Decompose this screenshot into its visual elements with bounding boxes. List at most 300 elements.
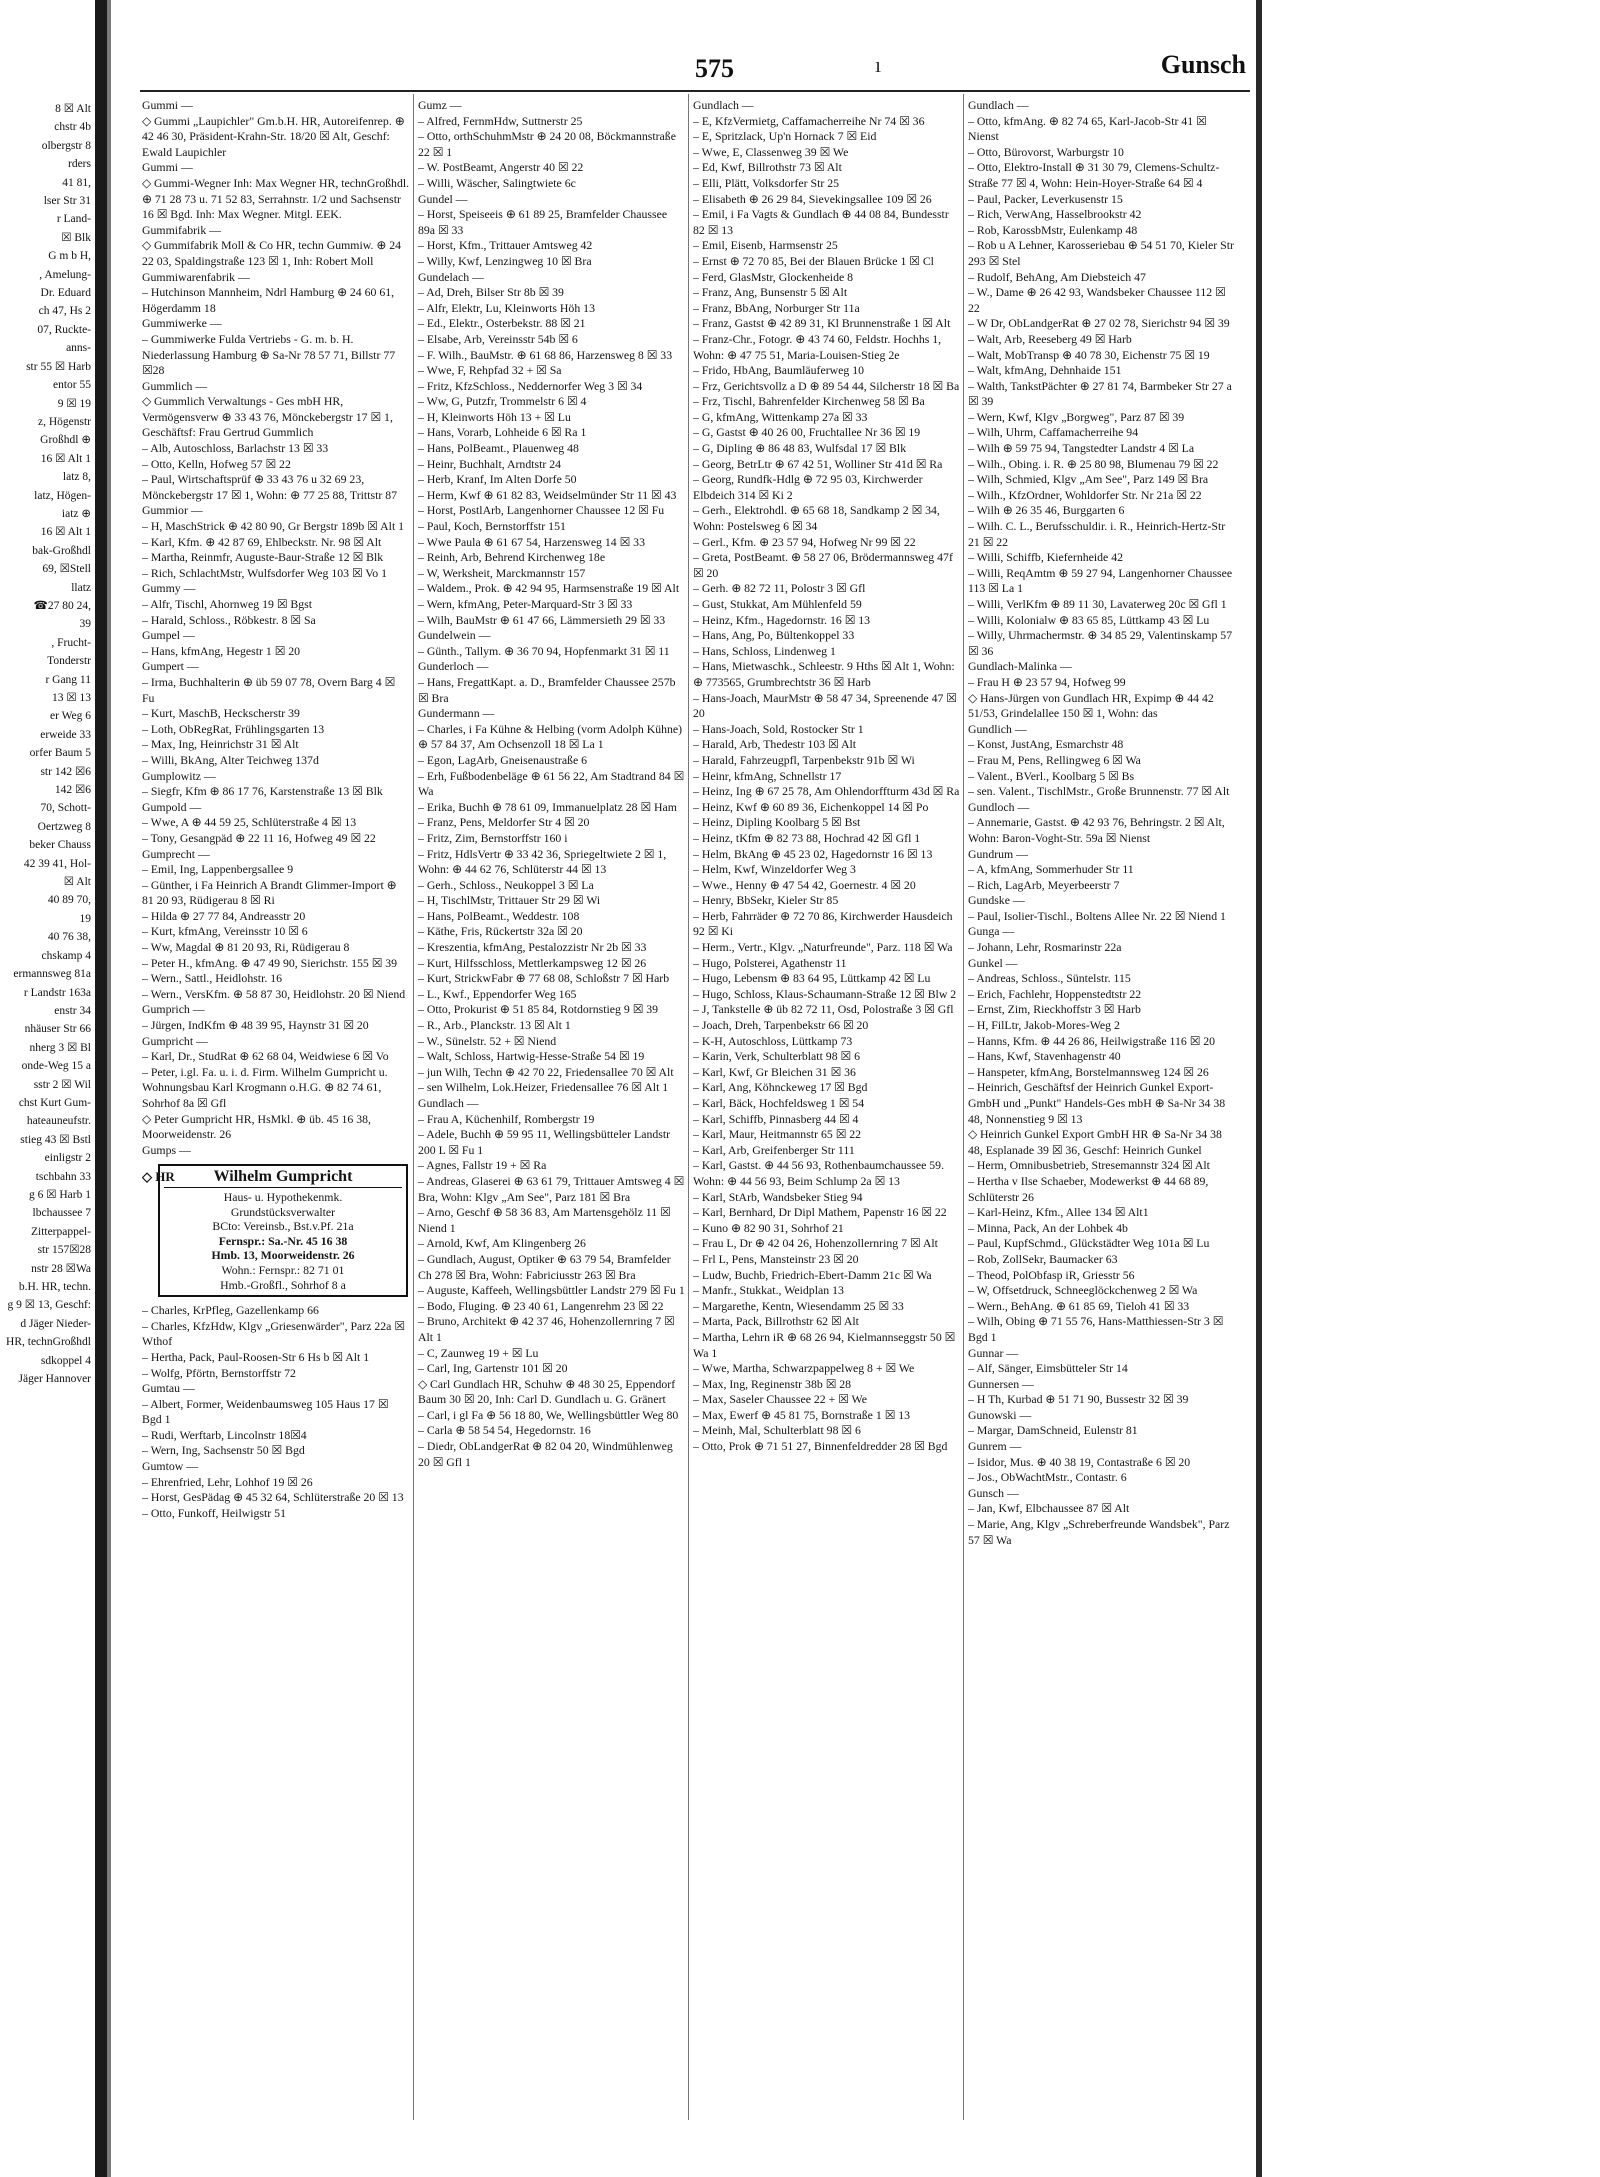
directory-entry: – Wwe., Henny ⊕ 47 54 42, Goernestr. 4 ☒ 20 [693, 877, 916, 892]
directory-entry: – Herb, Fahrräder ⊕ 72 70 86, Kirchwerder Hausdeich 92 ☒ Ki [693, 908, 953, 939]
directory-entry: – Hans, Kwf, Stavenhagenstr 40 [968, 1049, 1121, 1064]
directory-entry: – Hugo, Schloss, Klaus-Schaumann-Straße 12 ☒ Blw 2 [693, 986, 957, 1001]
directory-entry: – Hans, kfmAng, Hegestr 1 ☒ 20 [142, 643, 301, 658]
directory-entry: Gummy — [142, 581, 196, 596]
directory-entry: – Heinr, Buchhalt, Arndtstr 24 [418, 456, 562, 471]
directory-entry: – Max, Ing, Heinrichstr 31 ☒ Alt [142, 737, 299, 752]
directory-entry: – Wilh. C. L., Berufsschuldir. i. R., Heinrich-Hertz-Str 21 ☒ 22 [968, 519, 1226, 549]
page-number: 575 [695, 54, 734, 83]
directory-entry: – Charles, i Fa Kühne & Helbing (vorm Adolph Kühne) ⊕ 57 84 37, Am Ochsenzoll 18 ☒ La 1 [418, 721, 683, 752]
prev-page-fragment: ☒ Alt [63, 876, 91, 889]
directory-entry: – Jan, Kwf, Elbchaussee 87 ☒ Alt [968, 1501, 1130, 1516]
directory-entry: – F. Wilh., BauMstr. ⊕ 61 68 86, Harzensweg 8 ☒ 33 [418, 347, 673, 362]
prev-page-fragment: hateauneufstr. [26, 1115, 91, 1128]
column-1 [142, 98, 410, 2118]
directory-entry: – Hans, Mietwaschk., Schleestr. 9 Hths ☒ Alt 1, Wohn: ⊕ 773565, Grumbrechtstr 36 ☒ Harb [693, 659, 955, 689]
directory-entry: – Wilh, Uhrm, Caffamacherreihe 94 [968, 425, 1139, 440]
directory-entry: – Gerh. ⊕ 82 72 11, Polostr 3 ☒ Gfl [693, 581, 866, 596]
directory-entry: – Arno, Geschf ⊕ 58 36 83, Am Martensgehölz 11 ☒ Niend 1 [418, 1205, 671, 1235]
prev-page-fragment: erweide 33 [40, 728, 91, 741]
directory-entry: Gumprecht — [142, 846, 210, 861]
directory-entry: Gundelach — [418, 269, 484, 284]
directory-entry: – Otto, Bürovorst, Warburgstr 10 [968, 144, 1124, 159]
prev-page-fragment: iatz ⊕ [61, 507, 91, 520]
directory-entry: – Otto, Prokurist ⊕ 51 85 84, Rotdornstieg 9 ☒ 39 [418, 1002, 659, 1017]
directory-entry: ◇ Gummifabrik Moll & Co HR, techn Gummiw. ⊕ 24 22 03, Spaldingstraße 123 ☒ 1, Inh: Robert Moll [142, 238, 402, 268]
directory-entry: – Martha, Reinmfr, Auguste-Baur-Straße 12 ☒ Blk [142, 550, 384, 565]
prev-page-fragment: ☒ Blk [61, 231, 91, 244]
directory-entry: – Karl, Dr., StudRat ⊕ 62 68 04, Weidwiese 6 ☒ Vo [142, 1049, 389, 1064]
directory-entry: – H, Kleinworts Höh 13 + ☒ Lu [418, 409, 571, 424]
directory-entry: – Kuno ⊕ 82 90 31, Sohrhof 21 [693, 1220, 844, 1235]
directory-entry: – Frz, Gerichtsvollz a D ⊕ 89 54 44, Silcherstr 18 ☒ Ba [693, 378, 960, 393]
directory-entry: – Wern., VersKfm. ⊕ 58 87 30, Heidlohstr. 20 ☒ Niend [142, 986, 406, 1001]
directory-entry: – Max, Ing, Reginenstr 38b ☒ 28 [693, 1376, 852, 1391]
directory-entry: – Kurt, MaschB, Heckscherstr 39 [142, 706, 300, 721]
directory-entry: – Rob u A Lehner, Karosseriebau ⊕ 54 51 70, Kieler Str 293 ☒ Stel [968, 238, 1234, 268]
directory-entry: ◇ Gummlich Verwaltungs - Ges mbH HR, Vermögensverw ⊕ 33 43 76, Mönckebergstr 17 ☒ 1, Geschäftsf: Frau Gertrud Gummlich [142, 394, 393, 440]
prev-page-fragment: 142 ☒6 [54, 784, 91, 797]
directory-entry: – Gummiwerke Fulda Vertriebs - G. m. b. H. Niederlassung Hamburg ⊕ Sa-Nr 78 57 71, Billstr 77 ☒28 [142, 331, 396, 378]
directory-entry: – Diedr, ObLandgerRat ⊕ 82 04 20, Windmühlenweg 20 ☒ Gfl 1 [418, 1439, 673, 1469]
prev-page-fragment: onde-Weg 15 a [21, 1060, 91, 1073]
directory-entry: – Willi, Schiffb, Kiefernheide 42 [968, 550, 1124, 565]
prev-page-fragment: r Land- [56, 213, 91, 226]
directory-entry: – C, Zaunweg 19 + ☒ Lu [418, 1345, 539, 1360]
directory-entry: Gundlach — [968, 98, 1029, 112]
directory-entry: – Herm., Vertr., Klgv. „Naturfreunde", Parz. 118 ☒ Wa [693, 940, 953, 955]
directory-entry: Gummifabrik — [142, 222, 221, 237]
directory-entry: – Theod, PolObfasp iR, Griesstr 56 [968, 1267, 1135, 1282]
directory-entry: – Herb, Kranf, Im Alten Dorfe 50 [418, 472, 577, 487]
prev-page-fragment: sstr 2 ☒ Wil [33, 1078, 91, 1091]
directory-entry: – Karl, Arb, Greifenberger Str 111 [693, 1142, 855, 1157]
directory-entry: Gummi — [142, 160, 193, 175]
directory-entry: – Frau A, Küchenhilf, Rombergstr 19 [418, 1111, 595, 1126]
directory-entry: – Karl, Schiffb, Pinnasberg 44 ☒ 4 [693, 1111, 859, 1126]
directory-entry: – Ww, Magdal ⊕ 81 20 93, Ri, Rüdigerau 8 [142, 940, 350, 955]
directory-entry: – Walt, kfmAng, Dehnhaide 151 [968, 363, 1122, 378]
directory-entry: – A, kfmAng, Sommerhuder Str 11 [968, 862, 1134, 877]
directory-entry: – Harald, Arb, Thedestr 103 ☒ Alt [693, 737, 857, 752]
directory-entry: – Manfr., Stukkat., Weidplan 13 [693, 1283, 844, 1298]
directory-entry: Gundlach — [693, 98, 754, 112]
directory-entry: Gummlich — [142, 378, 208, 393]
directory-entry: – Gerh., Schloss., Neukoppel 3 ☒ La [418, 877, 594, 892]
directory-entry: – Kurt, Hilfsschloss, Mettlerkampsweg 12 ☒ 26 [418, 955, 647, 970]
directory-entry: – Hans, Schloss, Lindenweg 1 [693, 643, 836, 658]
directory-entry: – Otto, Elektro-Install ⊕ 31 30 79, Clemens-Schultz-Straße 77 ☒ 4, Wohn: Hein-Hoyer-Straße 64 ☒ 4 [968, 160, 1220, 190]
directory-entry: – W, Offsetdruck, Schneeglöckchenweg 2 ☒ Wa [968, 1283, 1198, 1298]
directory-entry: – Wern., BehAng. ⊕ 61 85 69, Tieloh 41 ☒ 33 [968, 1298, 1190, 1313]
directory-entry: – Valent., BVerl., Koolbarg 5 ☒ Bs [968, 768, 1135, 783]
prev-page-fragment: 70, Schott- [40, 802, 91, 815]
directory-entry: Gumtau — [142, 1381, 195, 1396]
directory-entry: – Harald, Fahrzeugpfl, Tarpenbekstr 91b ☒ Wi [693, 752, 915, 767]
prev-page-fragment: 40 89 70, [47, 894, 91, 907]
column-4 [968, 98, 1236, 2118]
directory-entry: – Willi, BkAng, Alter Teichweg 137d [142, 752, 319, 767]
scan-margin [1262, 0, 1600, 2177]
directory-entry: – Karl, Kfm. ⊕ 42 87 69, Ehlbeckstr. Nr. 98 ☒ Alt [142, 534, 382, 549]
directory-entry: – Franz, Pens, Meldorfer Str 4 ☒ 20 [418, 815, 590, 830]
prev-page-fragment: 19 [79, 912, 91, 925]
directory-entry: – Rich, VerwAng, Hasselbrookstr 42 [968, 207, 1142, 222]
directory-entry: – Irma, Buchhalterin ⊕ üb 59 07 78, Overn Barg 4 ☒ Fu [142, 674, 396, 705]
directory-entry: – Erich, Fachlehr, Hoppenstedtstr 22 [968, 986, 1142, 1001]
directory-entry: – Rob, ZollSekr, Baumacker 63 [968, 1251, 1118, 1266]
page-header [140, 48, 1250, 88]
directory-entry: – G, Dipling ⊕ 86 48 83, Wulfsdal 17 ☒ Blk [693, 441, 907, 456]
directory-entry: – Waldem., Prok. ⊕ 42 94 95, Harmsenstraße 19 ☒ Alt [418, 581, 680, 596]
directory-entry: – Meinh, Mal, Schulterblatt 98 ☒ 6 [693, 1423, 861, 1438]
directory-entry: – Rich, SchlachtMstr, Wulfsdorfer Weg 103 ☒ Vo 1 [142, 565, 388, 580]
prev-page-fragment: Tonderstr [47, 655, 91, 668]
directory-entry: Gumprich — [142, 1002, 205, 1017]
previous-page-strip [0, 100, 95, 2120]
prev-page-fragment: entor 55 [52, 379, 91, 392]
prev-page-fragment: 39 [79, 618, 91, 631]
directory-entry: Gundermann — [418, 706, 495, 721]
directory-entry: Gunsch — [968, 1485, 1019, 1500]
column-3 [693, 98, 961, 2118]
directory-entry: – Reinh, Arb, Behrend Kirchenweg 18e [418, 550, 606, 565]
directory-entry: – Horst, PostlArb, Langenhorner Chaussee 12 ☒ Fu [418, 503, 665, 518]
directory-entry: – Wern, Kwf, Klgv „Borgweg", Parz 87 ☒ 39 [968, 409, 1185, 424]
directory-entry: – sen Wilhelm, Lok.Heizer, Friedensallee 76 ☒ Alt 1 [418, 1080, 669, 1095]
directory-entry: – Konst, JustAng, Esmarchstr 48 [968, 737, 1124, 752]
ad-line: BCto: Vereinsb., Bst.v.Pf. 21a [212, 1219, 354, 1234]
prev-page-fragment: , Amelung- [39, 268, 91, 281]
directory-entry: – H, TischlMstr, Trittauer Str 29 ☒ Wi [418, 893, 601, 908]
directory-entry: ◇ Carl Gundlach HR, Schuhw ⊕ 48 30 25, Eppendorf Baum 30 ☒ 20, Inh: Carl D. Gundlach u. G. Gränert [418, 1376, 676, 1407]
directory-entry: – Hanspeter, kfmAng, Borstelmannsweg 124 ☒ 26 [968, 1064, 1209, 1079]
directory-entry: – Minna, Pack, An der Lohbek 4b [968, 1220, 1128, 1235]
directory-entry: – sen. Valent., TischlMstr., Große Brunnenstr. 77 ☒ Alt [968, 784, 1230, 799]
directory-entry: – Rob, KarossbMstr, Eulenkamp 48 [968, 222, 1138, 237]
directory-entry: – Hans-Joach, Sold, Rostocker Str 1 [693, 721, 864, 736]
directory-entry: – Hans, Ang, Po, Bültenkoppel 33 [693, 628, 855, 643]
directory-entry: – Wwe, A ⊕ 44 59 25, Schlüterstraße 4 ☒ 13 [142, 815, 357, 830]
directory-entry: Gundlich — [968, 721, 1027, 736]
directory-entry: – Karl, Maur, Heitmannstr 65 ☒ 22 [693, 1127, 862, 1142]
directory-entry: Gummiwerke — [142, 316, 222, 331]
directory-entry: – Fritz, Zim, Bernstorffstr 160 i [418, 830, 568, 845]
directory-entry: – Charles, KrPfleg, Gazellenkamp 66 [142, 1303, 319, 1318]
prev-page-fragment: llatz [71, 581, 91, 594]
directory-entry: – Siegfr, Kfm ⊕ 86 17 76, Karstenstraße 13 ☒ Blk [142, 784, 383, 799]
directory-entry: – W, Werksheit, Marckmannstr 157 [418, 565, 586, 580]
directory-entry: Gunnersen — [968, 1376, 1034, 1391]
prev-page-fragment: str 55 ☒ Harb [26, 360, 91, 373]
ad-line: Wohn.: Fernspr.: 82 71 01 [221, 1262, 345, 1277]
prev-page-fragment: tschbahn 33 [35, 1170, 91, 1183]
directory-entry: – G, Gastst ⊕ 40 26 00, Fruchtallee Nr 36 ☒ 19 [693, 425, 921, 440]
directory-entry: – H, MaschStrick ⊕ 42 80 90, Gr Bergstr 189b ☒ Alt 1 [142, 519, 405, 534]
directory-entry: – Willy, Kwf, Lenzingweg 10 ☒ Bra [418, 253, 592, 268]
directory-entry: – Hugo, Lebensm ⊕ 83 64 95, Lüttkamp 42 ☒ Lu [693, 971, 931, 986]
directory-entry: – Alb, Autoschloss, Barlachstr 13 ☒ 33 [142, 441, 329, 456]
directory-entry: – Walth, TankstPächter ⊕ 27 81 74, Barmbeker Str 27 a ☒ 39 [968, 378, 1232, 409]
directory-entry: – Hertha, Pack, Paul-Roosen-Str 6 Hs b ☒ Alt 1 [142, 1349, 370, 1364]
directory-entry: – Heinz, Kfm., Hagedornstr. 16 ☒ 13 [693, 612, 871, 627]
directory-entry: – Ehrenfried, Lehr, Lohhof 19 ☒ 26 [142, 1474, 313, 1489]
directory-entry: – Ludw, Buchb, Friedrich-Ebert-Damm 21c ☒ Wa [693, 1267, 932, 1282]
directory-entry: – Karl, Bernhard, Dr Dipl Mathem, Papenstr 16 ☒ 22 [693, 1205, 947, 1220]
directory-entry: Gumtow — [142, 1459, 199, 1474]
directory-entry: – Franz, BbAng, Norburger Str 11a [693, 300, 860, 315]
prev-page-fragment: orfer Baum 5 [29, 747, 91, 760]
directory-entry: – L., Kwf., Eppendorfer Weg 165 [418, 986, 577, 1001]
directory-entry: – Willi, VerlKfm ⊕ 89 11 30, Lavaterweg 20c ☒ Gfl 1 [968, 597, 1227, 611]
directory-entry: – Wilh ⊕ 59 75 94, Tangstedter Landstr 4 ☒ La [968, 441, 1195, 456]
directory-entry: – Franz, Gastst ⊕ 42 89 31, Kl Brunnenstraße 1 ☒ Alt [693, 316, 951, 331]
directory-entry: Gumpold — [142, 799, 202, 814]
ad-line: Grundstücksverwalter [230, 1204, 336, 1219]
prev-page-fragment: latz, Högen- [34, 489, 91, 502]
directory-entry: – Andreas, Glaserei ⊕ 63 61 79, Trittauer Amtsweg 4 ☒ Bra, Wohn: Klgv „Am See", Parz 181 ☒ Bra [418, 1173, 685, 1204]
directory-entry: – Wern., Sattl., Heidlohstr. 16 [142, 971, 283, 986]
prev-page-fragment: Jäger Hannover [18, 1373, 91, 1386]
directory-entry: Gundloch — [968, 799, 1030, 814]
directory-entry: – Elisabeth ⊕ 26 29 84, Sievekingsallee 109 ☒ 26 [693, 191, 932, 206]
directory-entry: – Paul, Koch, Bernstorffstr 151 [418, 519, 566, 534]
directory-entry: Gumpricht — [142, 1033, 208, 1048]
directory-entry: – Egon, LagArb, Gneisenaustraße 6 [418, 752, 588, 767]
directory-entry: Gundel — [418, 191, 468, 206]
directory-entry: – Margar, DamSchneid, Eulenstr 81 [968, 1423, 1138, 1438]
directory-entry: ◇ Gummi-Wegner Inh: Max Wegner HR, technGroßhdl. ⊕ 71 28 73 u. 71 52 83, Serrahnstr. 1/2 und Sachsenstr 16 ☒ Bgd. Inh: Max Wegner. Mitgl. EEK. [142, 175, 410, 222]
directory-entry: Gumplowitz — [142, 768, 216, 783]
directory-entry: – Otto, orthSchuhmMstr ⊕ 24 20 08, Böckmannstraße 22 ☒ 1 [418, 129, 676, 159]
prev-page-fragment: Zitterpappel- [30, 1225, 91, 1238]
directory-entry: Gummior — [142, 503, 203, 518]
directory-entry: – Karl-Heinz, Kfm., Allee 134 ☒ Alt1 [968, 1205, 1149, 1220]
column-rule [963, 94, 964, 2120]
directory-entry: – Alfr, Elektr, Lu, Kleinworts Höh 13 [418, 300, 595, 315]
directory-entry: – Tony, Gesangpäd ⊕ 22 11 16, Hofweg 49 ☒ 22 [142, 830, 376, 845]
directory-entry: – Erika, Buchh ⊕ 78 61 09, Immanuelplatz 28 ☒ Ham [418, 799, 677, 814]
directory-entry: – Kreszentia, kfmAng, Pestalozzistr Nr 2b ☒ 33 [418, 940, 647, 955]
directory-entry: – K-H, Autoschloss, Lüttkamp 73 [693, 1033, 853, 1048]
directory-entry: – Heinz, Ing ⊕ 67 25 78, Am Ohlendorffturm 43d ☒ Ra [693, 784, 960, 799]
prev-page-fragment: stieg 43 ☒ Bstl [20, 1133, 91, 1146]
directory-entry: – Alfr, Tischl, Ahornweg 19 ☒ Bgst [142, 597, 313, 611]
directory-entry: – Ferd, GlasMstr, Glockenheide 8 [693, 269, 854, 284]
directory-entry: Gunga — [968, 924, 1015, 939]
directory-entry: – Georg, BetrLtr ⊕ 67 42 51, Wolliner Str 41d ☒ Ra [693, 456, 943, 471]
prev-page-fragment: g 6 ☒ Harb 1 [28, 1188, 91, 1201]
directory-entry: – Otto, Kelln, Hofweg 57 ☒ 22 [142, 456, 291, 471]
prev-page-fragment: ch 47, Hs 2 [38, 305, 91, 318]
directory-entry: – Elli, Plätt, Volksdorfer Str 25 [693, 175, 840, 190]
prev-page-fragment: rders [68, 158, 91, 171]
prev-page-fragment: g 9 ☒ 13, Geschf: [7, 1299, 91, 1312]
header-rule [140, 90, 1250, 92]
column-rule [688, 94, 689, 2120]
directory-entry: – Max, Ewerf ⊕ 45 81 75, Bornstraße 1 ☒ 13 [693, 1407, 911, 1422]
prev-page-fragment: 41 81, [62, 176, 91, 189]
directory-entry: – W., Sünelstr. 52 + ☒ Niend [418, 1033, 557, 1048]
directory-entry: – Hertha v Ilse Schaeber, Modewerkst ⊕ 44 68 89, Schlüterstr 26 [968, 1173, 1209, 1204]
directory-entry: Gumps — [142, 1142, 191, 1157]
header-mark: ı [875, 52, 882, 77]
directory-entry: – Fritz, HdlsVertr ⊕ 33 42 36, Spriegeltwiete 2 ☒ 1, Wohn: ⊕ 44 62 76, Schlüterstr 44 ☒ 13 [418, 846, 667, 877]
directory-entry: – Franz, Ang, Bunsenstr 5 ☒ Alt [693, 285, 848, 300]
directory-entry: – Hans, PolBeamt., Plauenweg 48 [418, 441, 579, 456]
prev-page-fragment: lser Str 31 [43, 195, 91, 208]
directory-entry: – Wwe, F, Rehpfad 32 + ☒ Sa [418, 363, 562, 378]
prev-page-fragment: z, Högenstr [37, 415, 91, 428]
directory-entry: ◇ Gummi „Laupichler" Gm.b.H. HR, Autoreifenrep. ⊕ 42 46 30, Präsident-Krahn-Str. 18/20 ☒ Alt, Geschf: Ewald Laupichler [142, 113, 405, 159]
directory-entry: Gundelwein — [418, 628, 491, 643]
prev-page-fragment: olbergstr 8 [41, 139, 91, 152]
prev-page-fragment: latz 8, [62, 471, 91, 484]
directory-entry: – Wern, Ing, Sachsenstr 50 ☒ Bgd [142, 1443, 305, 1458]
directory-entry: – Annemarie, Gastst. ⊕ 42 93 76, Behringstr. 2 ☒ Alt, Wohn: Baron-Voght-Str. 59a ☒ Nienst [968, 815, 1225, 845]
prev-page-fragment: 16 ☒ Alt 1 [40, 526, 91, 539]
directory-entry: – H Th, Kurbad ⊕ 51 71 90, Bussestr 32 ☒ 39 [968, 1392, 1189, 1407]
directory-entry: – Otto, Prok ⊕ 71 51 27, Binnenfeldredder 28 ☒ Bgd [693, 1439, 948, 1454]
prev-page-fragment: er Weg 6 [49, 710, 91, 723]
directory-entry: – Gerh., Elektrohdl. ⊕ 65 68 18, Sandkamp 2 ☒ 34, Wohn: Postelsweg 6 ☒ 34 [693, 503, 940, 534]
directory-entry: – Elsabe, Arb, Vereinsstr 54b ☒ 6 [418, 331, 578, 346]
directory-entry: – Karl, Ang, Köhnckeweg 17 ☒ Bgd [693, 1080, 868, 1095]
directory-entry: – Peter H., kfmAng. ⊕ 47 49 90, Sierichstr. 155 ☒ 39 [142, 955, 398, 970]
directory-entry: Gundlach-Malinka — [968, 659, 1072, 674]
directory-entry: – Marta, Pack, Billrothstr 62 ☒ Alt [693, 1314, 859, 1329]
directory-entry: – W., Dame ⊕ 26 42 93, Wandsbeker Chaussee 112 ☒ 22 [968, 285, 1226, 315]
directory-entry: – Jürgen, IndKfm ⊕ 48 39 95, Haynstr 31 ☒ 20 [142, 1018, 369, 1033]
column-rule [413, 94, 414, 2120]
directory-entry: – Bruno, Architekt ⊕ 42 37 46, Hohenzollernring 7 ☒ Alt 1 [418, 1314, 675, 1344]
directory-entry: – Wern, kfmAng, Peter-Marquard-Str 3 ☒ 33 [418, 597, 633, 611]
directory-entry: Gumz — [418, 98, 462, 112]
directory-entry: – Hilda ⊕ 27 77 84, Andreasstr 20 [142, 908, 306, 923]
directory-entry: – Horst, Kfm., Trittauer Amtsweg 42 [418, 238, 593, 253]
directory-entry: – Carla ⊕ 58 54 54, Hegedornstr. 16 [418, 1423, 591, 1438]
ad-hr-logo: ◇ HR [142, 1169, 175, 1185]
directory-entry: Gunnar — [968, 1345, 1019, 1360]
directory-entry: – Carl, i gl Fa ⊕ 56 18 80, We, Wellingsbüttler Weg 80 [418, 1407, 679, 1422]
directory-entry: – W Dr, ObLandgerRat ⊕ 27 02 78, Sierichstr 94 ☒ 39 [968, 316, 1230, 331]
directory-entry: – J, Tankstelle ⊕ üb 82 72 11, Osd, Polostraße 3 ☒ Gfl [693, 1002, 954, 1017]
directory-entry: – Hans, FregattKapt. a. D., Bramfelder Chaussee 257b ☒ Bra [418, 674, 676, 705]
directory-entry: – Martha, Lehrn iR ⊕ 68 26 94, Kielmannseggstr 50 ☒ Wa 1 [693, 1329, 956, 1360]
directory-entry: – Frau M, Pens, Rellingweg 6 ☒ Wa [968, 752, 1141, 767]
directory-entry: Gunrem — [968, 1439, 1022, 1454]
directory-entry: – Horst, GesPädag ⊕ 45 32 64, Schlüterstraße 20 ☒ 13 [142, 1490, 404, 1505]
directory-entry: – Kurt, StrickwFabr ⊕ 77 68 08, Schloßstr 7 ☒ Harb [418, 971, 670, 986]
directory-entry: – Charles, KfzHdw, Klgv „Griesenwärder", Parz 22a ☒ Wthof [142, 1318, 405, 1349]
prev-page-fragment: nherg 3 ☒ Bl [29, 1041, 91, 1054]
directory-entry: – Hans, PolBeamt., Weddestr. 108 [418, 908, 580, 923]
directory-entry: – Wilh, BauMstr ⊕ 61 47 66, Lämmersieth 29 ☒ 33 [418, 612, 666, 627]
directory-entry: – Gundlach, August, Optiker ⊕ 63 79 54, Bramfelder Ch 278 ☒ Bra, Wohn: Fabriciusstr 263 ☒ Bra [418, 1251, 671, 1282]
prev-page-fragment: Großhdl ⊕ [40, 434, 91, 447]
directory-entry: – Adele, Buchh ⊕ 59 95 11, Wellingsbütteler Landstr 200 L ☒ Fu 1 [418, 1127, 671, 1157]
prev-page-fragment: HR, technGroßhdl [6, 1336, 91, 1349]
directory-entry: – Frau H ⊕ 23 57 94, Hofweg 99 [968, 674, 1126, 689]
directory-entry: – Wwe, Martha, Schwarzpappelweg 8 + ☒ We [693, 1361, 915, 1376]
directory-entry: – E, Spritzlack, Up'n Hornack 7 ☒ Eid [693, 129, 877, 144]
prev-page-fragment: 42 39 41, Hol- [23, 857, 91, 870]
directory-entry: – Willi, Kolonialw ⊕ 83 65 85, Lüttkamp 43 ☒ Lu [968, 612, 1210, 627]
directory-entry: – Carl, Ing, Gartenstr 101 ☒ 20 [418, 1361, 568, 1376]
directory-entry: Gundlach — [418, 1096, 479, 1110]
book-gutter [95, 0, 107, 2177]
directory-entry: – Isidor, Mus. ⊕ 40 38 19, Contastraße 6 ☒ 20 [968, 1454, 1191, 1469]
directory-entry: – Ed., Elektr., Osterbekstr. 88 ☒ 21 [418, 316, 586, 331]
prev-page-fragment: Dr. Eduard [40, 287, 91, 300]
directory-entry: – Andreas, Schloss., Süntelstr. 115 [968, 971, 1131, 986]
directory-entry: – Hutchinson Mannheim, Ndrl Hamburg ⊕ 24 60 61, Högerdamm 18 [142, 285, 395, 315]
prev-page-fragment: 9 ☒ 19 [57, 397, 91, 410]
prev-page-fragment: sdkoppel 4 [40, 1354, 91, 1367]
prev-page-fragment: r Landstr 163a [23, 986, 91, 999]
directory-entry: – Ad, Dreh, Bilser Str 8b ☒ 39 [418, 285, 564, 300]
directory-entry: – Otto, kfmAng. ⊕ 82 74 65, Karl-Jacob-Str 41 ☒ Nienst [968, 113, 1207, 144]
directory-entry: – Fritz, KfzSchloss., Neddernorfer Weg 3 ☒ 34 [418, 378, 643, 393]
ad-title: Wilhelm Gumpricht [164, 1169, 402, 1188]
prev-page-fragment: G m b H, [48, 250, 91, 263]
prev-page-fragment: d Jäger Nieder- [20, 1317, 91, 1330]
directory-entry: – Erh, Fußbodenbeläge ⊕ 61 56 22, Am Stadtrand 84 ☒ Wa [418, 768, 685, 799]
directory-entry: Gumpel — [142, 628, 195, 643]
prev-page-fragment: 16 ☒ Alt 1 [40, 452, 91, 465]
directory-entry: – Günther, i Fa Heinrich A Brandt Glimmer-Import ⊕ 81 20 93, Rüdigerau 8 ☒ Ri [142, 877, 397, 908]
directory-entry: – Rudi, Werftarb, Lincolnstr 18☒4 [142, 1427, 307, 1442]
directory-entry: – Bodo, Fluging. ⊕ 23 40 61, Langenrehm 23 ☒ 22 [418, 1298, 664, 1313]
directory-entry: – Emil, Eisenb, Harmsenstr 25 [693, 238, 838, 253]
prev-page-fragment: bak-Großhdl [32, 544, 91, 557]
directory-entry: – H, FilLtr, Jakob-Mores-Weg 2 [968, 1018, 1120, 1033]
directory-entry: – Hans-Joach, MaurMstr ⊕ 58 47 34, Spreenende 47 ☒ 20 [693, 690, 957, 721]
advertisement-box [142, 1164, 408, 1297]
directory-entry: – Paul, KupfSchmd., Glückstädter Weg 101a ☒ Lu [968, 1236, 1210, 1251]
directory-entry: Gummiwarenfabrik — [142, 269, 250, 284]
directory-entry: – E, KfzVermietg, Caffamacherreihe Nr 74 ☒ 36 [693, 113, 925, 128]
directory-entry: – Karl, StArb, Wandsbeker Stieg 94 [693, 1189, 863, 1204]
directory-entry: – Franz-Chr., Fotogr. ⊕ 43 74 60, Feldstr. Hochhs 1, Wohn: ⊕ 47 75 51, Maria-Louisen-Stieg 2e [693, 331, 942, 362]
prev-page-fragment: chskamp 4 [41, 949, 91, 962]
directory-entry: – Loth, ObRegRat, Frühlingsgarten 13 [142, 721, 325, 736]
prev-page-fragment: 13 ☒ 13 [51, 692, 91, 704]
directory-entry: – Gerl., Kfm. ⊕ 23 57 94, Hofweg Nr 99 ☒ 22 [693, 534, 916, 549]
page-spine-shadow [107, 0, 111, 2177]
prev-page-fragment: lbchaussee 7 [32, 1207, 91, 1220]
prev-page-fragment: r Gang 11 [45, 673, 91, 686]
directory-entry: ◇ Heinrich Gunkel Export GmbH HR ⊕ Sa-Nr 34 38 48, Esplanade 39 ☒ 36, Geschf: Heinrich Gunkel [968, 1127, 1222, 1157]
directory-entry: – Karin, Verk, Schulterblatt 98 ☒ 6 [693, 1049, 860, 1064]
directory-entry: ◇ Peter Gumpricht HR, HsMkl. ⊕ üb. 45 16 38, Moorweidenstr. 26 [142, 1111, 371, 1142]
directory-entry: – Herm, Omnibusbetrieb, Stresemannstr 324 ☒ Alt [968, 1158, 1210, 1173]
directory-entry: – Frl L, Pens, Mansteinstr 23 ☒ 20 [693, 1251, 859, 1266]
prev-page-fragment: chstr 4b [54, 121, 91, 134]
prev-page-fragment: 07, Ruckte- [37, 323, 91, 336]
directory-entry: – Albert, Former, Weidenbaumsweg 105 Haus 17 ☒ Bgd 1 [142, 1396, 389, 1427]
prev-page-fragment: str 157☒28 [37, 1244, 91, 1257]
directory-entry: – Heinrich, Geschäftsf der Heinrich Gunkel Export-GmbH und „Punkt" Handels-Ges mbH ⊕ Sa-Nr 34 38 48, Nonnenstieg 9 ☒ 13 [968, 1080, 1226, 1126]
directory-entry: ◇ Hans-Jürgen von Gundlach HR, Expimp ⊕ 44 42 51/53, Grindelallee 150 ☒ 1, Wohn: das [968, 690, 1214, 721]
directory-entry: – Walt, Arb, Reeseberg 49 ☒ Harb [968, 331, 1132, 346]
prev-page-fragment: Oertzweg 8 [37, 820, 91, 833]
directory-entry: – Herm, Kwf ⊕ 61 82 83, Weidselmünder Str 11 ☒ 43 [418, 487, 677, 502]
directory-entry: – jun Wilh, Techn ⊕ 42 70 22, Friedensallee 70 ☒ Alt [418, 1064, 674, 1079]
directory-entry: – Helm, Kwf, Winzeldorfer Weg 3 [693, 862, 856, 877]
directory-entry: – Wwe Paula ⊕ 61 67 54, Harzensweg 14 ☒ 33 [418, 534, 645, 549]
directory-entry: – Wwe, E, Classenweg 39 ☒ We [693, 144, 849, 159]
